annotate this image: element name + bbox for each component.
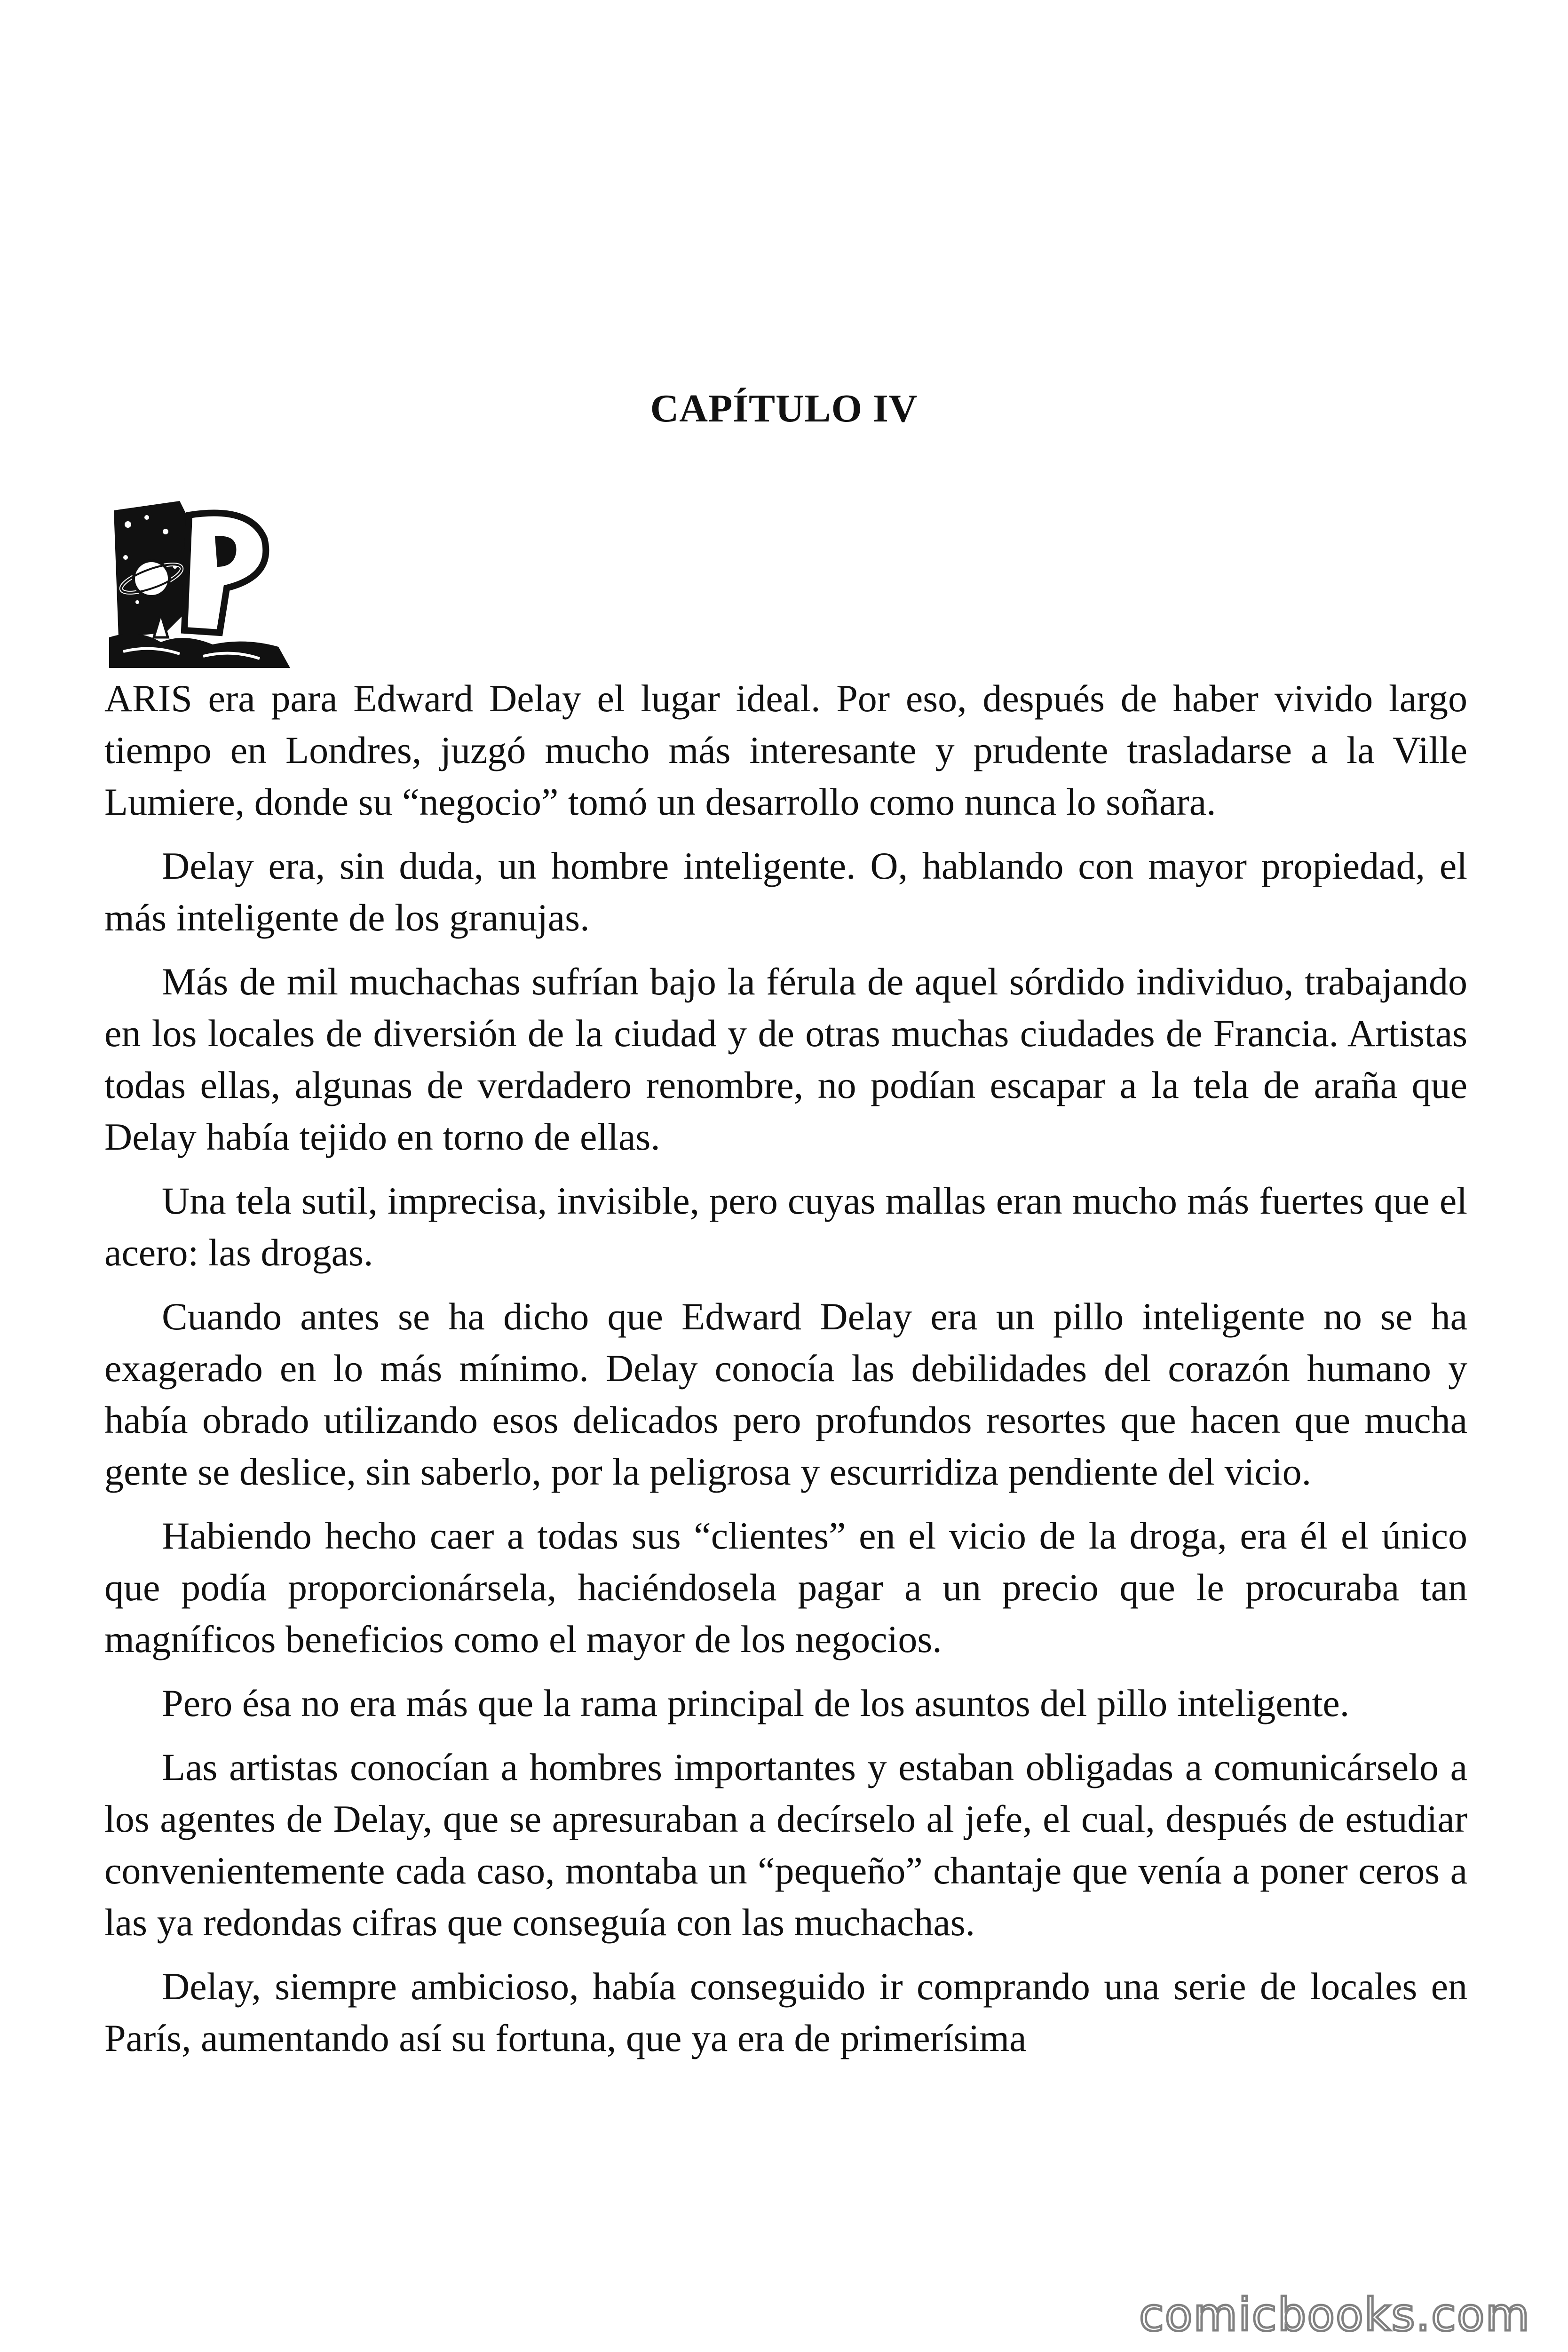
paragraph: Habiendo hecho caer a todas sus “clientes” en el vicio de la droga, era él el único que podía proporcionársela, haciéndosela pagar a un precio que le procuraba tan magníficos beneficios como el mayor de los negocios. bbox=[104, 1514, 1467, 1661]
paragraph: Una tela sutil, imprecisa, invisible, pero cuyas mallas eran mucho más fuertes que el acero: las drogas. bbox=[104, 1179, 1467, 1274]
chapter-body bbox=[104, 673, 1467, 2076]
star bbox=[144, 515, 149, 520]
paragraph: Delay, siempre ambicioso, había conseguido ir comprando una serie de locales en París, aumentando así su fortuna, que ya era de primerísima bbox=[104, 1965, 1467, 2059]
chapter-title: CAPÍTULO IV bbox=[650, 387, 918, 430]
paragraph: Cuando antes se ha dicho que Edward Delay era un pillo inteligente no se ha exagerado en lo más mínimo. Delay conocía las debilidades del corazón humano y había obrado utilizando esos delicados pero profundos resortes que hacen que mucha gente se deslice, sin saberlo, por la peligrosa y escurridiza pendiente del vicio. bbox=[104, 1295, 1467, 1493]
paragraph: Más de mil muchachas sufrían bajo la férula de aquel sórdido individuo, trabajando en los locales de diversión de la ciudad y de otras muchas ciudades de Francia. Artistas todas ellas, algunas de verdadero renombre, no podían escapar a la tela de araña que Delay había tejido en torno de ellas. bbox=[104, 960, 1467, 1158]
star bbox=[163, 529, 168, 534]
paragraph: Delay era, sin duda, un hombre inteligente. O, hablando con mayor propiedad, el más inteligente de los granujas. bbox=[104, 844, 1467, 939]
paragraph: ARIS era para Edward Delay el lugar ideal. Por eso, después de haber vivido largo tiempo en Londres, juzgó mucho más interesante y prudente trasladarse a la Ville Lumiere, donde su “negocio” tomó un desarrollo como nunca lo soñara. bbox=[104, 677, 1467, 823]
letter-p-shape bbox=[184, 513, 266, 633]
drop-cap-letter: P bbox=[109, 490, 113, 498]
star bbox=[123, 555, 128, 560]
paragraph: Pero ésa no era más que la rama principal de los asuntos del pillo inteligente. bbox=[162, 1682, 1350, 1724]
star bbox=[125, 521, 131, 528]
ground-shape bbox=[109, 634, 290, 668]
drop-cap-illustration bbox=[109, 490, 293, 670]
watermark: comicbooks.com bbox=[1139, 2288, 1530, 2341]
star bbox=[135, 600, 139, 604]
paragraph: Las artistas conocían a hombres importantes y estaban obligadas a comunicárselo a los agentes de Delay, que se apresuraban a decírselo al jefe, el cual, después de estudiar convenientemente cada caso, montaba un “pequeño” chantaje que venía a poner ceros a las ya redondas cifras que conseguía con las muchachas. bbox=[104, 1746, 1467, 1944]
